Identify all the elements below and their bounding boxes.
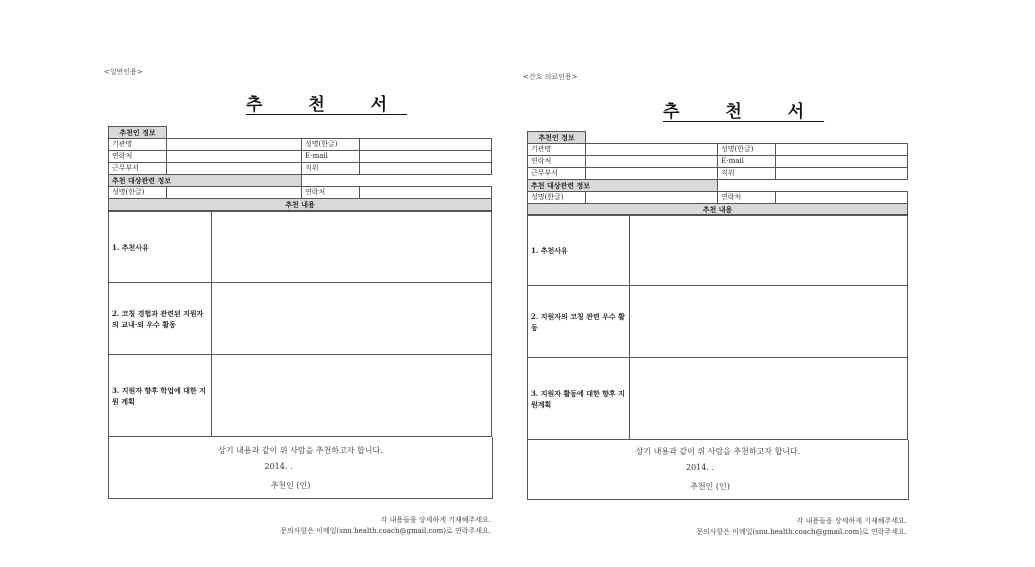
form-type-tag: <간호 의료인용> xyxy=(523,73,578,81)
target-contact-field[interactable] xyxy=(776,192,908,204)
contact-label: 연락처 xyxy=(109,151,167,163)
org-field[interactable] xyxy=(586,144,718,156)
target-contact-label: 연락처 xyxy=(302,187,360,199)
note-contact: 문의사항은 이메일(snu.health.coach@gmail.com)로 연락주세요. xyxy=(696,528,907,536)
position-field[interactable] xyxy=(776,168,908,180)
q3-field[interactable] xyxy=(630,358,908,440)
content-header: 추천 내용 xyxy=(528,204,908,216)
q3-label: 3. 지원자 활동에 대한 향후 지원계획 xyxy=(528,358,630,440)
position-label: 직위 xyxy=(302,163,360,175)
recommender-table xyxy=(527,131,908,216)
target-header: 추천 대상관련 정보 xyxy=(528,180,718,192)
note-contact: 문의사항은 이메일(snu.health.coach@gmail.com)로 연락주세요. xyxy=(280,527,491,535)
q1-label: 1. 추천사유 xyxy=(109,212,212,283)
position-label: 직위 xyxy=(718,168,776,180)
q2-field[interactable] xyxy=(630,286,908,358)
form-title: 추 천 서 xyxy=(663,102,825,122)
signature-box xyxy=(527,440,909,500)
closing-text: 상기 내용과 같이 위 사람을 추천하고자 합니다. xyxy=(635,447,801,456)
note-detail: 각 내용들을 상세하게 기재해주세요. xyxy=(380,516,491,524)
form-title: 추 천 서 xyxy=(246,95,408,115)
target-header: 추천 대상관련 정보 xyxy=(109,175,302,187)
signature-text: 추천인 (인) xyxy=(690,482,730,491)
target-name-label: 성명(한글) xyxy=(528,192,586,204)
name-label: 성명(한글) xyxy=(718,144,776,156)
date-text: 2014. . xyxy=(264,462,293,471)
q2-label: 2. 지원자의 코칭 관련 우수 활동 xyxy=(528,286,630,358)
contact-label: 연락처 xyxy=(528,156,586,168)
signature-text: 추천인 (인) xyxy=(270,481,311,490)
recommender-header: 추천인 정보 xyxy=(528,132,586,144)
email-label: E-mail xyxy=(302,151,360,163)
target-contact-label: 연락처 xyxy=(718,192,776,204)
q1-field[interactable] xyxy=(630,215,908,286)
recommender-header: 추천인 정보 xyxy=(109,127,167,139)
q3-label: 3. 지원자 향후 학업에 대한 지원 계획 xyxy=(109,355,212,437)
closing-text: 상기 내용과 같이 위 사람을 추천하고자 합니다. xyxy=(218,446,383,455)
dept-label: 근무부서 xyxy=(109,163,167,175)
content-header: 추천 내용 xyxy=(109,199,492,211)
org-label: 기관명 xyxy=(109,139,167,151)
target-name-label: 성명(한글) xyxy=(109,187,167,199)
contact-field[interactable] xyxy=(586,156,718,168)
email-field[interactable] xyxy=(776,156,908,168)
org-label: 기관명 xyxy=(528,144,586,156)
date-text: 2014. . xyxy=(686,463,714,472)
target-name-field[interactable] xyxy=(586,192,718,204)
note-detail: 각 내용들을 상세하게 기재해주세요. xyxy=(796,517,907,525)
q2-label: 2. 코칭 경험과 관련된 지원자의 교내·외 우수 활동 xyxy=(109,283,212,355)
content-table xyxy=(527,214,908,440)
form-type-tag: <일반인용> xyxy=(104,68,143,76)
email-label: E-mail xyxy=(718,156,776,168)
name-field[interactable] xyxy=(776,144,908,156)
q1-label: 1. 추천사유 xyxy=(528,215,630,286)
name-label: 성명(한글) xyxy=(302,139,360,151)
dept-field[interactable] xyxy=(586,168,718,180)
dept-label: 근무부서 xyxy=(528,168,586,180)
